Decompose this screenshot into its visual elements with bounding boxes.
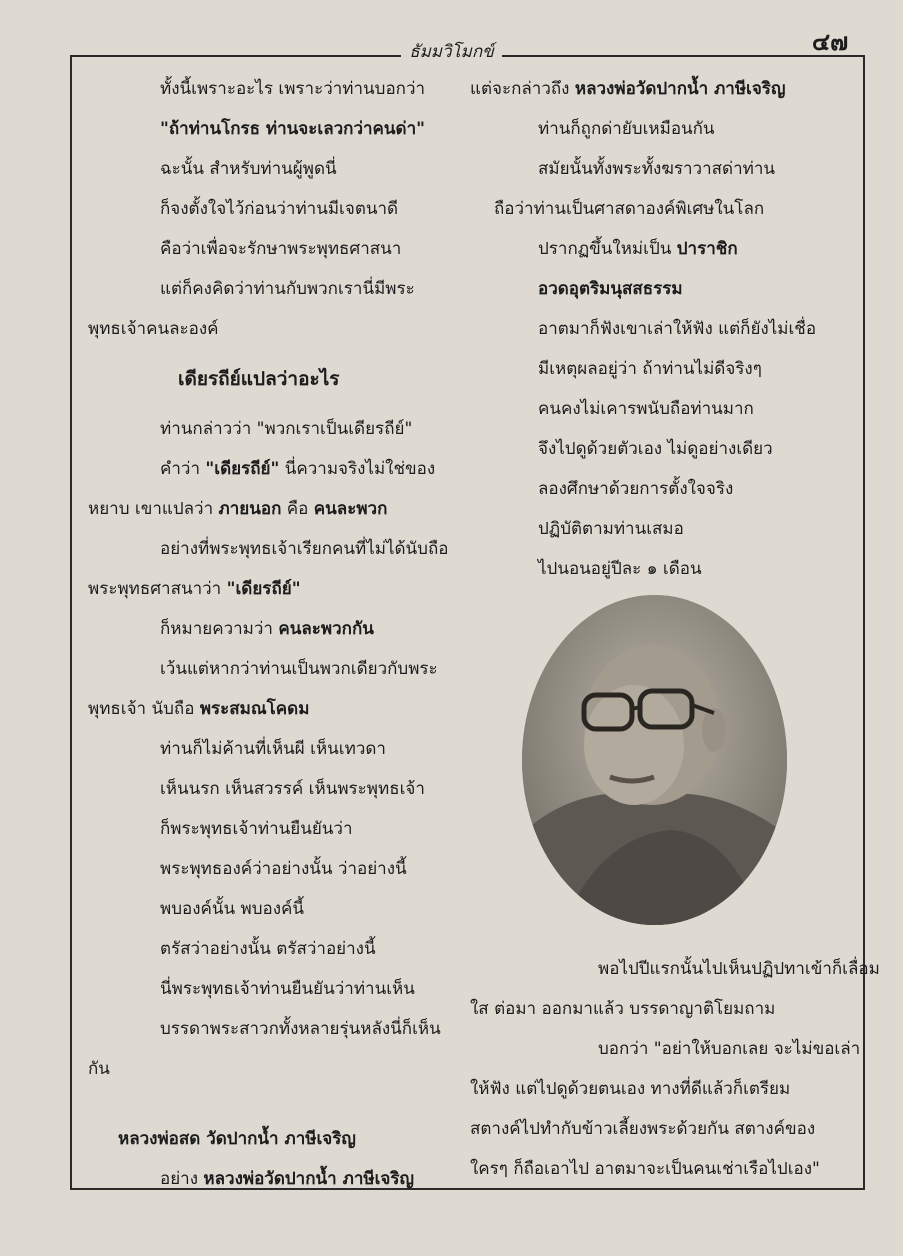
bold-text: คนละพวก (313, 499, 388, 519)
text-line (160, 858, 407, 880)
text-line (160, 458, 435, 480)
bold-text: "ถ้าท่านโกรธ ท่านจะเลวกว่าคนด่า" (160, 119, 425, 139)
bold-text: พระสมณโคดม (199, 699, 310, 719)
text-line (88, 698, 309, 720)
text-line (538, 438, 773, 460)
body-text: ไปนอนอยู่ปีละ ๑ เดือน (538, 559, 702, 579)
text-line (538, 118, 715, 140)
bold-text: "เดียรถีย์" (205, 459, 280, 479)
body-text: จึงไปดูด้วยตัวเอง ไม่ดูอย่างเดียว (538, 439, 773, 459)
text-line (538, 478, 733, 500)
bold-text: ภายนอก (218, 499, 282, 519)
text-line (160, 978, 415, 1000)
body-text: นี่ความจริงไม่ใช่ของ (279, 459, 436, 479)
text-line (88, 578, 301, 600)
text-line (538, 158, 775, 180)
text-line (598, 1038, 860, 1060)
text-line (538, 318, 816, 340)
body-text: หยาบ เขาแปลว่า (88, 499, 219, 519)
text-line (598, 958, 880, 980)
body-text: พบองค์นั้น พบองค์นี้ (160, 899, 305, 919)
text-line (160, 658, 438, 680)
text-line (160, 198, 398, 220)
body-text: พุทธเจ้า นับถือ (88, 699, 200, 719)
text-line (118, 1128, 356, 1150)
text-line (538, 278, 683, 300)
running-title-text: ธัมมวิโมกข์ (401, 42, 502, 62)
text-line (160, 1168, 414, 1190)
body-text: แต่ก็คงคิดว่าท่านกับพวกเรานี่มีพระ (160, 279, 415, 299)
text-line (160, 898, 304, 920)
body-text: ท่านกล่าวว่า "พวกเราเป็นเดียรถีย์" (160, 419, 413, 439)
bold-text: หลวงพ่อวัดปากน้ำ ภาษีเจริญ (574, 79, 786, 99)
body-text: ท่านก็ไม่ค้านที่เห็นผี เห็นเทวดา (160, 739, 386, 759)
body-text: ก็หมายความว่า (160, 619, 279, 639)
body-text: สตางค์ไปทำกับข้าวเลี้ยงพระด้วยกัน สตางค์ของ (470, 1119, 816, 1139)
body-text: มีเหตุผลอยู่ว่า ถ้าท่านไม่ดีจริงๆ (538, 359, 762, 379)
monk-portrait-illustration (522, 595, 787, 925)
bold-text: คนละพวกกัน (278, 619, 374, 639)
text-line (538, 558, 702, 580)
body-text: ก็จงตั้งใจไว้ก่อนว่าท่านมีเจตนาดี (160, 199, 399, 219)
body-text: บอกว่า "อย่าให้บอกเลย จะไม่ขอเล่า (598, 1039, 861, 1059)
body-text: คำว่า (160, 459, 206, 479)
text-line (160, 78, 425, 100)
text-line (160, 158, 337, 180)
text-line (160, 238, 401, 260)
text-line (538, 518, 684, 540)
body-text: บรรดาพระสาวกทั้งหลายรุ่นหลังนี่ก็เห็น (160, 1019, 441, 1039)
text-line (88, 1058, 110, 1080)
text-line (538, 358, 762, 380)
bold-text: หลวงพ่อสด วัดปากน้ำ ภาษีเจริญ (118, 1129, 356, 1149)
body-text: นี่พระพุทธเจ้าท่านยืนยันว่าท่านเห็น (160, 979, 415, 999)
body-text: ตรัสว่าอย่างนั้น ตรัสว่าอย่างนี้ (160, 939, 376, 959)
bold-text: หลวงพ่อวัดปากน้ำ ภาษีเจริญ (203, 1169, 414, 1189)
running-title (0, 38, 903, 65)
body-text: ปฏิบัติตามท่านเสมอ (538, 519, 684, 539)
text-line (470, 1158, 820, 1180)
text-line (538, 238, 738, 260)
bold-text: อวดอุตริมนุสสธรรม (538, 279, 683, 299)
body-text: ใครๆ ก็ถือเอาไป อาตมาจะเป็นคนเช่าเรือไปเอง" (470, 1159, 820, 1179)
body-text: ก็พระพุทธเจ้าท่านยืนยันว่า (160, 819, 353, 839)
body-text: พระพุทธศาสนาว่า (88, 579, 227, 599)
body-text: คือว่าเพื่อจะรักษาพระพุทธศาสนา (160, 239, 402, 259)
text-line (160, 778, 425, 800)
text-line (160, 118, 425, 140)
body-text: กัน (88, 1059, 110, 1079)
body-text: ปรากฏขึ้นใหม่เป็น (538, 239, 677, 259)
text-line (160, 818, 353, 840)
text-line (494, 198, 764, 220)
body-text: พระพุทธองค์ว่าอย่างนั้น ว่าอย่างนี้ (160, 859, 407, 879)
text-line (470, 1118, 815, 1140)
body-text: ใส ต่อมา ออกมาแล้ว บรรดาญาติโยมถาม (470, 999, 776, 1019)
text-line (160, 538, 448, 560)
page-number: ๔๗ (812, 28, 849, 56)
text-line (160, 618, 374, 640)
body-text: พอไปปีแรกนั้นไปเห็นปฏิปทาเข้าก็เลื่อม (598, 959, 880, 979)
text-line (538, 398, 754, 420)
body-text: ทั้งนี้เพราะอะไร เพราะว่าท่านบอกว่า (160, 79, 426, 99)
body-text: อย่าง (160, 1169, 204, 1189)
bold-text: "เดียรถีย์" (226, 579, 301, 599)
body-text: อาตมาก็ฟังเขาเล่าให้ฟัง แต่ก็ยังไม่เชื่อ (538, 319, 817, 339)
text-line (470, 1078, 790, 1100)
monk-portrait-photo (522, 595, 787, 925)
body-text: ฉะนั้น สำหรับท่านผู้พูดนี่ (160, 159, 337, 179)
body-text: คือ (281, 499, 314, 519)
text-line (160, 418, 412, 440)
body-text: คนคงไม่เคารพนับถือท่านมาก (538, 399, 754, 419)
text-line (160, 738, 386, 760)
bold-text: ปาราชิก (676, 239, 738, 259)
text-line (178, 368, 339, 390)
body-text: อย่างที่พระพุทธเจ้าเรียกคนที่ไม่ได้นับถือ (160, 539, 449, 559)
bold-text: เดียรถีย์แปลว่าอะไร (178, 368, 340, 390)
text-line (88, 498, 387, 520)
body-text: ท่านก็ถูกด่ายับเหมือนกัน (538, 119, 715, 139)
body-text: ถือว่าท่านเป็นศาสดาองค์พิเศษในโลก (494, 199, 765, 219)
body-text: สมัยนั้นทั้งพระทั้งฆราวาสด่าท่าน (538, 159, 775, 179)
body-text: แต่จะกล่าวถึง (470, 79, 575, 99)
text-line (88, 318, 219, 340)
text-line (160, 278, 415, 300)
body-text: ลองศึกษาด้วยการตั้งใจจริง (538, 479, 734, 499)
text-line (470, 998, 775, 1020)
body-text: เห็นนรก เห็นสวรรค์ เห็นพระพุทธเจ้า (160, 779, 425, 799)
text-line (160, 938, 376, 960)
text-line (470, 78, 785, 100)
body-text: พุทธเจ้าคนละองค์ (88, 319, 219, 339)
body-text: ให้ฟัง แต่ไปดูด้วยตนเอง ทางที่ดีแล้วก็เตรียม (470, 1079, 791, 1099)
body-text: เว้นแต่หากว่าท่านเป็นพวกเดียวกับพระ (160, 659, 438, 679)
text-line (160, 1018, 441, 1040)
